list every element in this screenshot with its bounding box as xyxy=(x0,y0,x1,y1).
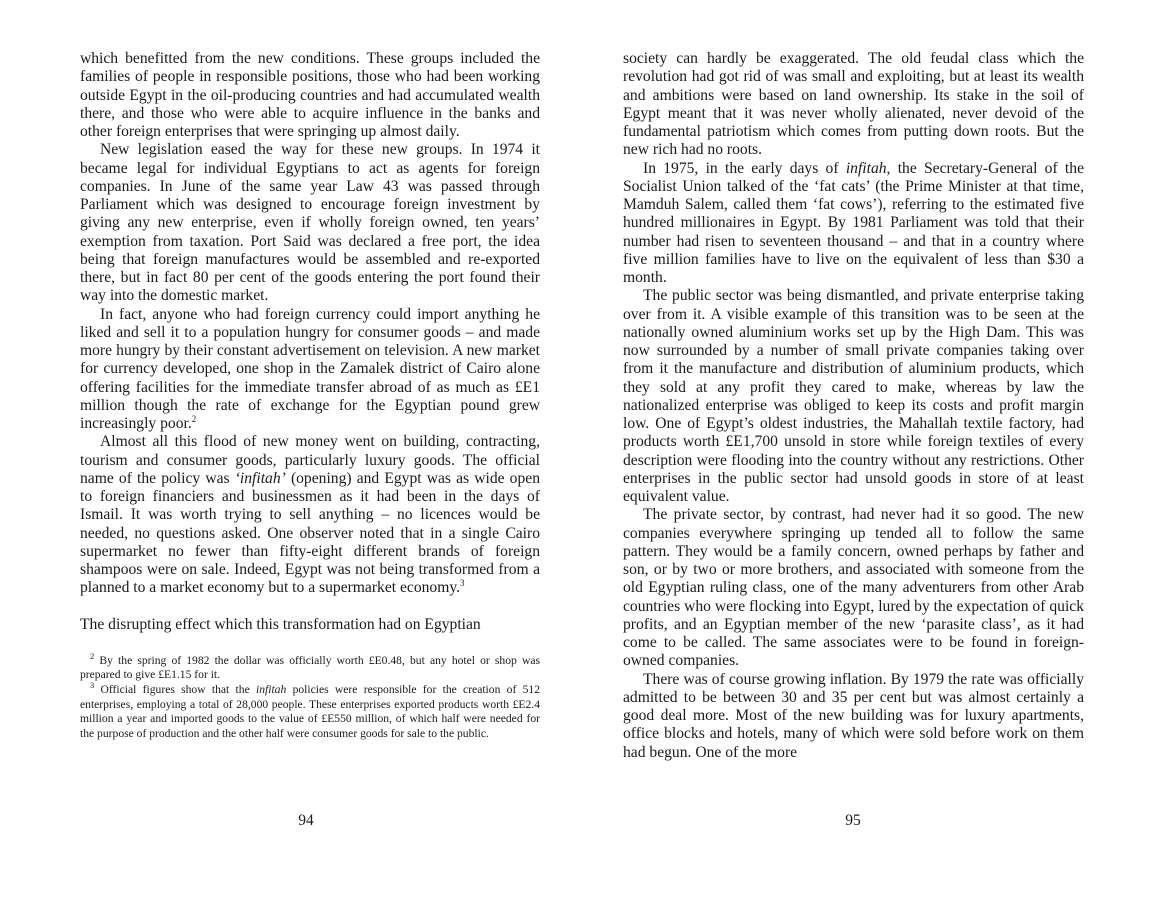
text-run: society can hardly be exaggerated. The old feudal class which the revolution had got rid of was small and exploiting, but at least its wealth and ambitions were based on land ownership. Its stake in the soil of Egypt meant that it was never wholly alienated, never devoid of the fundamental patriotism which comes from putting down roots. But the new rich had no roots. xyxy=(623,50,1084,159)
text-run: The disrupting effect which this transformation had on Egyptian xyxy=(80,615,481,633)
footnote-marker: 3 xyxy=(90,680,95,691)
text-run: The private sector, by contrast, had never had it so good. The new companies everywhere springing up tended all to follow the same pattern. They would be a family concern, owned perhaps by father and son, or by two or more brothers, and associated with someone from the old Egyptian ruling class, one of the many adventurers from other Arab countries who were flocking into Egypt, lured by the expectation of quick profits, and an Egyptian member of the new ‘parasite class’, as it had come to be called. The same associates were to be found in foreign-owned companies. xyxy=(623,506,1084,670)
text-run: There was of course growing inflation. By 1979 the rate was officially admitted to be between 30 and 35 per cent but was almost certainly a good deal more. Most of the new building was for luxury apartments, office blocks and hotels, many of which were sold before work on them had begun. One of the more xyxy=(623,670,1084,761)
text-run: which benefitted from the new conditions. These groups included the families of people in responsible positions, those who had been working outside Egypt in the oil-producing countries and had accumulated wealth there, and those who were able to acquire influence in the banks and other foreign enterprises that were springing up almost daily. xyxy=(80,50,540,140)
paragraph xyxy=(80,50,540,141)
text-run: The public sector was being dismantled, and private enterprise taking over from it. A visible example of this transition was to be seen at the nationally owned aluminium works set up by the High Dam. This was now surrounded by a number of small private companies taking over from it the manufacture and distribution of aluminium products, which they sold at any profit they cared to make, whereas by law the nationalized enterprise was obliged to keep its costs and profit margin low. One of Egypt’s oldest industries, the Mahallah textile factory, had products worth £E1,700 unsold in store while foreign textiles of every description were flooding into the country without any restrictions. Other enterprises in the public sector had unsold goods in store of at least equivalent value. xyxy=(623,287,1084,505)
footnote-reference: 2 xyxy=(191,413,197,424)
right-page xyxy=(623,50,1084,762)
paragraph xyxy=(623,506,1084,670)
text-run: Official figures show that the xyxy=(94,682,256,696)
left-footnotes xyxy=(80,650,540,742)
text-run: In 1975, in the early days of xyxy=(643,159,846,177)
footnote-marker: 2 xyxy=(90,650,95,661)
italic-term: infitah xyxy=(845,159,887,177)
footnote-reference: 3 xyxy=(460,578,465,589)
text-run: (opening) and Egypt was as wide open to foreign financiers and businessmen as it had been in the days of Ismail. It was worth trying to sell anything – no licences would be needed, no questions asked. One observer noted that in a single Cairo supermarket no fewer than fifty-eight different brands of foreign shampoos were on sale. Indeed, Egypt was not being transformed from a planned to a market economy but to a supermarket economy. xyxy=(80,469,540,597)
paragraph xyxy=(623,671,1084,762)
text-run: Almost all this flood of new money went on building, contracting, tourism and consumer goods, particularly luxury goods. The official name of the policy was xyxy=(80,433,540,487)
left-body-text xyxy=(80,50,540,634)
text-run: policies were responsible for the creation of 512 enterprises, employing a total of 28,000 people. These enterprises exported products worth £E2.4 million a year and imported goods to the value of £E550 million, of which half were needed for the purpose of production and the other half were consumer goods for sale to the public. xyxy=(80,682,540,740)
paragraph xyxy=(623,287,1084,506)
text-run: By the spring of 1982 the dollar was officially worth £E0.48, but any hotel or shop was prepared to give £E1.15 for it. xyxy=(80,653,540,682)
page-number-left: 94 xyxy=(298,812,314,829)
text-run: In fact, anyone who had foreign currency could import anything he liked and sell it to a population hungry for consumer goods – and made more hungry by their constant advertisement on television. A new market for currency developed, one shop in the Zamalek district of Cairo alone offering facilities for the immediate transfer abroad of as much as £E1 million though the rate of exchange for the Egyptian pound grew increasingly poor. xyxy=(80,305,540,432)
paragraph xyxy=(623,50,1084,160)
paragraph xyxy=(80,433,540,597)
paragraph xyxy=(623,160,1084,288)
footnote xyxy=(80,650,540,683)
italic-term: infitah xyxy=(256,682,287,696)
text-run: , the Secretary-General of the Socialist Union talked of the ‘fat cats’ (the Prime Minister at that time, Mamduh Salem, called them ‘fat cows’), referring to the estimated five hundred millionaires in Egypt. By 1981 Parliament was told that their number had risen to seventeen thousand – and that in a country where five million families have to live on the equivalent of less than $30 a month. xyxy=(623,159,1084,286)
paragraph xyxy=(80,306,540,434)
right-body-text xyxy=(623,50,1084,762)
footnote xyxy=(80,680,540,741)
italic-term: ‘infitah’ xyxy=(234,469,286,487)
text-run: New legislation eased the way for these new groups. In 1974 it became legal for individual Egyptians to act as agents for foreign companies. In June of the same year Law 43 was passed through Parliament which was designed to encourage foreign investment by giving any new enterprise, even if wholly foreign owned, ten years’ exemption from taxation. Port Said was declared a free port, the idea being that foreign manufactures would be assembled and re-exported there, but in fact 80 per cent of the goods entering the port found their way into the domestic market. xyxy=(80,141,540,305)
left-page xyxy=(80,50,540,741)
page-number-right: 95 xyxy=(845,812,861,829)
paragraph xyxy=(80,141,540,305)
paragraph xyxy=(80,616,540,634)
